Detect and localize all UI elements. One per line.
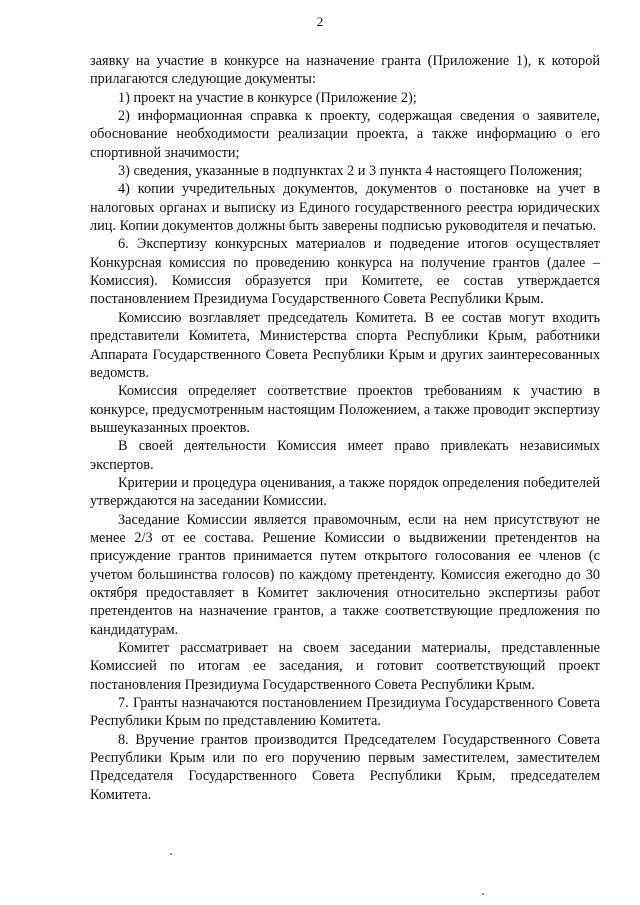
paragraph-quorum: Заседание Комиссии является правомочным, если на нем присутствуют не менее 2/3 от ее состава. Решение Комиссии о выдвижении претендентов на присуждение грантов принимается путем открытого голосования ее членов (с учетом большинства голосов) по каждому претенденту. Комиссия ежегодно до 30 октября предоставляет в Комитет заключения относительно экспертизы работ претендентов на назначение грантов, а также соответствующие предложения по кандидатурам. bbox=[90, 511, 600, 638]
paragraph-item-1-project: 1) проект на участие в конкурсе (Приложение 2); bbox=[118, 89, 417, 106]
paragraph-commission-head: Комиссию возглавляет председатель Комитета. В ее состав могут входить представители Комитета, Министерства спорта Республики Крым, работники Аппарата Государственного Совета Республики Крым и других заинтересованных ведомств. bbox=[90, 309, 600, 381]
paragraph-independent-experts: В своей деятельности Комиссия имеет право привлекать независимых экспертов. bbox=[90, 438, 600, 473]
document-body bbox=[90, 52, 600, 804]
scan-speck bbox=[170, 853, 172, 855]
paragraph-commission-determines: Комиссия определяет соответствие проектов требованиям к участию в конкурсе, предусмотренным настоящим Положением, а также проводит экспертизу вышеуказанных проектов. bbox=[90, 383, 600, 436]
paragraph-item-4-documents: 4) копии учредительных документов, документов о постановке на учет в налоговых органах и выписку из Единого государственного реестра юридических лиц. Копии документов должны быть заверены подписью руководителя и печатью. bbox=[90, 181, 600, 235]
paragraph-committee-review: Комитет рассматривает на своем заседании материалы, представленные Комиссией по итогам ее заседания, и готовит соответствующий проект постановления Президиума Государственного Совета Республики Крым. bbox=[90, 640, 600, 693]
paragraph-item-3-details: 3) сведения, указанные в подпунктах 2 и 3 пункта 4 настоящего Положения; bbox=[118, 163, 583, 180]
paragraph-application-intro: заявку на участие в конкурсе на назначение гранта (Приложение 1), к которой прилагаются следующие документы: bbox=[90, 53, 600, 88]
scan-speck bbox=[482, 893, 484, 895]
paragraph-criteria: Критерии и процедура оценивания, а также порядок определения победителей утверждаются на заседании Комиссии. bbox=[90, 474, 600, 510]
paragraph-clause-8-presentation: 8. Вручение грантов производится Председателем Государственного Совета Республики Крым или по его поручению первым заместителем, заместителем Председателя Государственного Совета Республики Крым, председателем Комитета. bbox=[90, 731, 600, 803]
paragraph-clause-6-expertise: 6. Экспертизу конкурсных материалов и подведение итогов осуществляет Конкурсная комиссия по проведению конкурса на получение грантов (далее – Комиссия). Комиссия образуется при Комитете, ее состав утверждается постановлением Президиума Государственного Совета Республики Крым. bbox=[90, 236, 600, 308]
page-number: 2 bbox=[316, 14, 324, 29]
paragraph-item-2-info-note: 2) информационная справка к проекту, содержащая сведения о заявителе, обоснование необходимости реализации проекта, а также информацию о его спортивной значимости; bbox=[90, 108, 600, 161]
paragraph-clause-7-grants: 7. Гранты назначаются постановлением Президиума Государственного Совета Республики Крым по представлению Комитета. bbox=[90, 695, 600, 730]
